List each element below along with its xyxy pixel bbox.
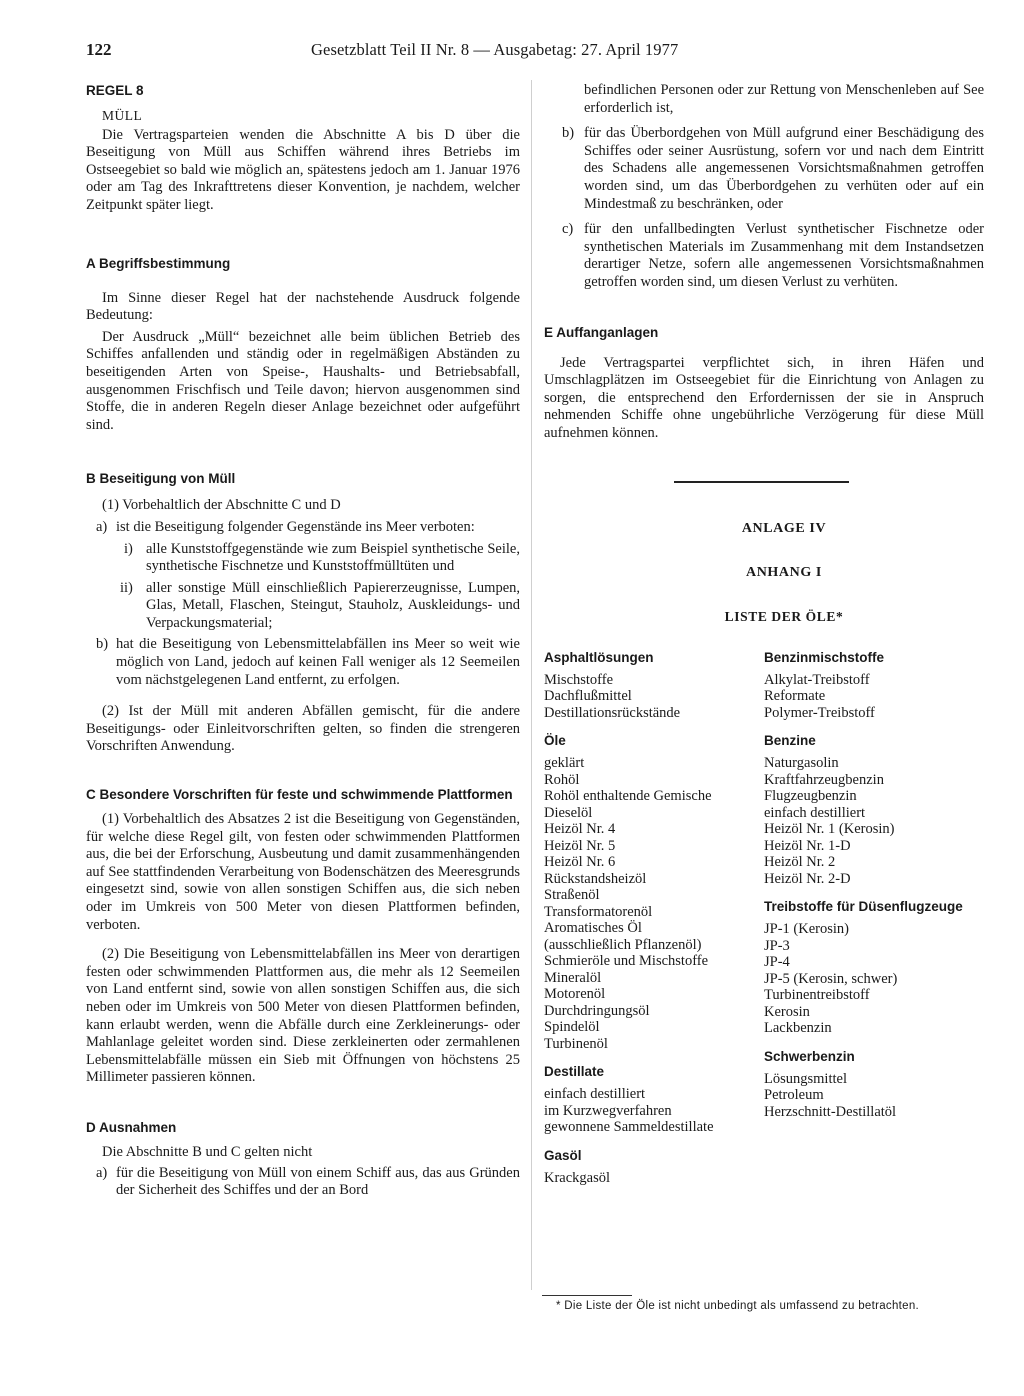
anlage-heading: ANLAGE IV bbox=[741, 520, 827, 536]
item-text: für die Beseitigung von Müll von einem Schiff aus, das aus Gründen der Sicherheit des Schiffes und der an Bord bbox=[116, 1164, 520, 1199]
section-d-item-c bbox=[544, 221, 984, 291]
anhang-heading: ANHANG I bbox=[746, 564, 822, 580]
footnote-rule bbox=[542, 1295, 632, 1296]
oil-group bbox=[544, 649, 764, 722]
footnote: * Die Liste der Öle ist nicht unbedingt als umfassend zu betrachten. bbox=[556, 1300, 920, 1312]
oil-item: Mischstoffe bbox=[544, 671, 614, 688]
oil-item: Herzschnitt-Destillatöl bbox=[764, 1103, 897, 1120]
oil-list-right-column bbox=[764, 649, 984, 1198]
item-marker: i) bbox=[124, 540, 133, 557]
oil-item: Krackgasöl bbox=[544, 1169, 611, 1186]
oil-item: Dachflußmittel bbox=[544, 688, 632, 704]
oil-group-heading: Öle bbox=[544, 733, 566, 748]
section-a-heading: A Begriffsbestimmung bbox=[86, 255, 231, 271]
oil-item: Lösungsmittel bbox=[764, 1070, 847, 1087]
page-number: 122 bbox=[86, 40, 112, 59]
section-d-paragraph-1: Die Abschnitte B und C gelten nicht bbox=[102, 1143, 313, 1160]
oil-item: geklärt bbox=[544, 755, 585, 771]
section-d-heading: D Ausnahmen bbox=[86, 1119, 177, 1135]
oil-item: (ausschließlich Pflanzenöl) bbox=[544, 936, 702, 953]
oil-item: Heizöl Nr. 6 bbox=[544, 854, 616, 870]
item-marker: c) bbox=[562, 221, 574, 238]
oil-group-heading: Benzinmischstoffe bbox=[764, 649, 885, 665]
intro-paragraph: Die Vertragsparteien wenden die Abschnitte A bis D über die Beseitigung von Müll aus Schiffen während ihres Betriebs im Ostseegebiet so bald wie möglich an, spätestens jedoch am 1. Januar 1976 oder am Tag des Inkrafttretens dieser Konvention, je nachdem, welcher Zeitpunkt später liegt. bbox=[86, 126, 520, 213]
oil-group bbox=[544, 1063, 764, 1136]
oil-list-left-column bbox=[544, 649, 764, 1198]
running-head: Gesetzblatt Teil II Nr. 8 — Ausgabetag: 27. April 1977 bbox=[311, 40, 679, 59]
oil-item: Kraftfahrzeugbenzin bbox=[764, 771, 884, 788]
oil-item: Heizöl Nr. 1 (Kerosin) bbox=[764, 821, 895, 837]
right-column bbox=[544, 82, 984, 1197]
oil-group bbox=[764, 732, 984, 887]
section-b-paragraph-1: (1) Vorbehaltlich der Abschnitte C und D bbox=[102, 497, 341, 514]
oil-group-heading: Treibstoffe für Düsenflugzeuge bbox=[764, 899, 963, 914]
oil-item: einfach destilliert bbox=[544, 1086, 646, 1102]
oil-item: Spindelöl bbox=[544, 1019, 600, 1035]
section-d-item-b bbox=[544, 125, 984, 213]
oil-item: Durchdringungsöl bbox=[544, 1002, 650, 1019]
oil-item: Rückstandsheizöl bbox=[544, 870, 647, 887]
oil-item: Rohöl enthaltende Gemische bbox=[544, 788, 712, 804]
oil-item: Kerosin bbox=[764, 1003, 810, 1020]
oil-item: JP-3 bbox=[764, 937, 790, 954]
item-marker: a) bbox=[96, 1164, 108, 1181]
oil-group bbox=[544, 1147, 764, 1187]
oil-item: JP-1 (Kerosin) bbox=[764, 921, 849, 937]
oil-item: im Kurzwegverfahren bbox=[544, 1102, 672, 1119]
section-e-heading: E Auffanganlagen bbox=[544, 324, 659, 340]
oil-item: Turbinentreibstoff bbox=[764, 987, 870, 1003]
oil-item: Naturgasolin bbox=[764, 755, 839, 771]
section-d-item-a-continued: befindlichen Personen oder zur Rettung von Menschenleben auf See erforderlich ist, bbox=[584, 82, 984, 116]
oil-item: Lackbenzin bbox=[764, 1020, 832, 1036]
regel-subtitle: MÜLL bbox=[102, 108, 143, 123]
oil-group bbox=[764, 898, 984, 1037]
oil-item: Destillationsrückstände bbox=[544, 704, 681, 721]
item-text: für den unfallbedingten Verlust synthetischer Fischnetze oder synthetischen Materials im Zusammenhang mit dem Instandsetzen derartiger Netze, sofern alle angemessenen Vorsichtsmaßnahmen getroffen worden sind, um diesen Verlust zu verhüten. bbox=[584, 221, 984, 290]
oil-item: Heizöl Nr. 2-D bbox=[764, 870, 851, 887]
oil-group-heading: Schwerbenzin bbox=[764, 1048, 855, 1064]
oil-item: Polymer-Treibstoff bbox=[764, 704, 875, 721]
section-b-item-b bbox=[86, 636, 520, 689]
column-divider bbox=[531, 80, 532, 1290]
oil-item: Alkylat-Treibstoff bbox=[764, 671, 870, 688]
left-column bbox=[86, 82, 520, 1200]
item-marker: b) bbox=[562, 125, 575, 142]
oil-group-heading: Gasöl bbox=[544, 1147, 582, 1163]
oil-group-heading: Asphaltlösungen bbox=[544, 649, 654, 665]
item-text: ist die Beseitigung folgender Gegenstände ins Meer verboten: bbox=[116, 518, 475, 535]
oil-item: Mineralöl bbox=[544, 969, 602, 986]
section-a-paragraph-2: Der Ausdruck „Müll“ bezeichnet alle beim üblichen Betrieb des Schiffes anfallenden und ständig oder in regelmäßigen Abständen zu beseitigenden Arten von Speise-, Haushalts- und Betriebsabfall, ausgenommen Frischfisch und Teile davon; hiervon ausgenommen sind Stoffe, die in anderen Regeln dieser Anlage bezeichnet oder aufgeführt sind. bbox=[86, 328, 520, 433]
oil-item: JP-5 (Kerosin, schwer) bbox=[764, 970, 898, 987]
section-b-subitem-ii bbox=[86, 580, 520, 633]
item-text: aller sonstige Müll einschließlich Papiererzeugnisse, Lumpen, Glas, Metall, Flaschen, Steingut, Stauholz, Auskleidungs- und Verpackungsmaterial; bbox=[146, 579, 520, 631]
oil-item: Flugzeugbenzin bbox=[764, 788, 857, 804]
oil-item: Schmieröle und Mischstoffe bbox=[544, 953, 709, 969]
section-c-paragraph-1: (1) Vorbehaltlich des Absatzes 2 ist die Beseitigung von Gegenständen, für welche diese Regel gilt, von festen oder schwimmenden Plattformen aus, die bei der Erforschung, Ausbeutung und damit zusammenhängenden auf See stattfindenden Verarbeitung von Bodenschätzen des Meeresgrunds eingesetzt sind, sowie von allen sonstigen Schiffen aus, die sich neben oder im Umkreis von 500 Meter von diesen Plattformen befinden, verboten. bbox=[86, 811, 520, 933]
oil-item: Heizöl Nr. 5 bbox=[544, 837, 616, 854]
oil-group bbox=[544, 732, 764, 1052]
oil-item: Turbinenöl bbox=[544, 1035, 608, 1052]
item-text: für das Überbordgehen von Müll aufgrund einer Beschädigung des Schiffes oder seiner Ausrüstung, sofern vor und nach dem Eintritt des Schadens alle angemessenen Vorsichtsmaßnahmen getroffen worden sind, um das Überbordgehen zu verhüten oder auf ein Mindestmaß zu beschränken, oder bbox=[584, 125, 984, 212]
section-b-paragraph-2: (2) Ist der Müll mit anderen Abfällen gemischt, für die andere Beseitigungs- oder Einleitvorschriften gelten, so finden die strengeren Vorschriften Anwendung. bbox=[86, 703, 520, 755]
section-d-item-a bbox=[86, 1165, 520, 1200]
item-marker: b) bbox=[96, 636, 109, 653]
item-marker: ii) bbox=[120, 579, 133, 596]
oil-list bbox=[544, 649, 984, 1198]
oil-item: Motorenöl bbox=[544, 986, 606, 1002]
oil-group bbox=[764, 1048, 984, 1121]
oil-group bbox=[764, 649, 984, 722]
oil-item: einfach destilliert bbox=[764, 804, 866, 821]
oil-list-title: LISTE DER ÖLE* bbox=[724, 608, 844, 624]
section-c-paragraph-2: (2) Die Beseitigung von Lebensmittelabfällen ins Meer von derartigen festen oder schwimmenden Plattformen aus, die mehr als 12 Seemeilen von Land entfernt sind, sowie von allen sonstigen Schiffen aus, die sich neben oder im Umkreis von 500 Meter von diesen Plattformen befinden, kann erlaubt werden, wenn die Abfälle durch eine Zerkleinerungs- oder Mahlanlage geleitet worden sind. Diese zerkleinerten oder zermahlenen Lebensmittelabfälle müssen ein Sieb mit Öffnungen von höchstens 25 Millimeter passieren können. bbox=[86, 946, 520, 1086]
item-text: hat die Beseitigung von Lebensmittelabfällen ins Meer so weit wie möglich von Land, jedoch auf keinen Fall weniger als 12 Seemeilen vom nächstgelegenen Land entfernt, zu erfolgen. bbox=[116, 636, 520, 688]
item-marker: a) bbox=[96, 518, 108, 535]
oil-item: Aromatisches Öl bbox=[544, 920, 642, 936]
item-text: alle Kunststoffgegenstände wie zum Beispiel synthetische Seile, synthetische Fischnetze und Kunststoffmülltüten und bbox=[146, 540, 520, 575]
oil-group-heading: Benzine bbox=[764, 733, 816, 748]
oil-item: Straßenöl bbox=[544, 887, 600, 903]
section-e-paragraph: Jede Vertragspartei verpflichtet sich, in ihren Häfen und Umschlagplätzen im Ostseegebiet für die Einrichtung von Anlagen zu sorgen, die entsprechend den Erfordernissen der sie in Anspruch nehmenden Schiffe ohne ungebührliche Verzögerung für diese Müll aufnehmen können. bbox=[544, 354, 984, 441]
oil-item: gewonnene Sammeldestillate bbox=[544, 1119, 714, 1135]
oil-item: Rohöl bbox=[544, 771, 580, 788]
oil-item: Transformatorenöl bbox=[544, 903, 653, 920]
oil-item: Dieselöl bbox=[544, 804, 593, 821]
oil-item: Petroleum bbox=[764, 1087, 824, 1103]
oil-item: Heizöl Nr. 4 bbox=[544, 821, 616, 837]
oil-item: Reformate bbox=[764, 688, 826, 704]
section-c-heading: C Besondere Vorschriften für feste und schwimmende Plattformen bbox=[86, 787, 513, 803]
section-a-paragraph-1: Im Sinne dieser Regel hat der nachstehende Ausdruck folgende Bedeutung: bbox=[86, 289, 520, 324]
oil-item: Heizöl Nr. 2 bbox=[764, 854, 836, 870]
oil-item: Heizöl Nr. 1-D bbox=[764, 837, 851, 854]
oil-item: JP-4 bbox=[764, 954, 790, 970]
section-b-subitem-i bbox=[86, 541, 520, 576]
section-b-heading: B Beseitigung von Müll bbox=[86, 471, 236, 487]
page-header bbox=[86, 40, 986, 64]
regel-title: REGEL 8 bbox=[86, 83, 144, 98]
section-b-item-a bbox=[86, 519, 520, 537]
oil-group-heading: Destillate bbox=[544, 1064, 605, 1079]
